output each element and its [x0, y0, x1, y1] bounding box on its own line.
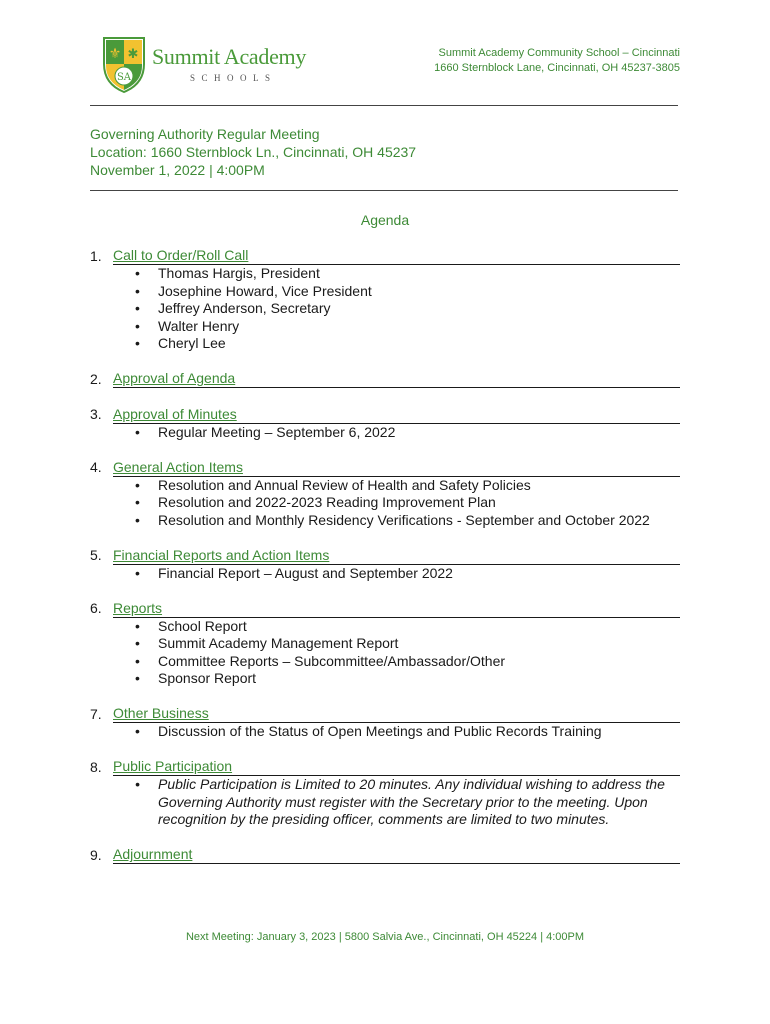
agenda-sub-list — [90, 723, 680, 741]
agenda-item — [90, 705, 680, 741]
agenda-item-number: 4. — [90, 459, 102, 475]
agenda-sub-item: • Regular Meeting – September 6, 2022 — [135, 424, 680, 442]
agenda-item — [90, 846, 680, 864]
logo-sub: SCHOOLS — [190, 73, 277, 83]
agenda-sub-item: • Public Participation is Limited to 20 minutes. Any individual wishing to address the Governing Authority must register with the Secretary prior to the meeting. Upon recognition by the presiding officer, comments are limited to two minutes. — [135, 776, 680, 829]
agenda-item-heading — [90, 247, 680, 265]
meeting-divider — [90, 190, 678, 191]
agenda-item-heading — [90, 705, 680, 723]
agenda-item-title: Adjournment — [113, 846, 680, 864]
header-divider — [90, 105, 678, 106]
agenda-item — [90, 247, 680, 353]
agenda-sub-item: • Resolution and Annual Review of Health and Safety Policies — [135, 477, 680, 495]
logo-name: Summit Academy — [152, 44, 307, 69]
school-address — [434, 46, 680, 76]
agenda-item — [90, 758, 680, 829]
agenda-item-title: General Action Items — [113, 459, 680, 477]
agenda-sub-item: • School Report — [135, 618, 680, 636]
agenda-item — [90, 547, 680, 583]
agenda-item-number: 1. — [90, 247, 102, 264]
svg-text:SA: SA — [116, 72, 132, 83]
agenda-sub-item: • Thomas Hargis, President — [135, 265, 680, 283]
agenda-sub-list — [90, 477, 680, 530]
agenda-item-heading — [90, 600, 680, 618]
agenda-sub-list — [90, 776, 680, 829]
address-line-2: 1660 Sternblock Lane, Cincinnati, OH 45237-3805 — [434, 62, 680, 74]
address-line-1: Summit Academy Community School – Cincinnati — [438, 47, 680, 59]
agenda-item-number: 7. — [90, 705, 102, 722]
agenda-item-number: 8. — [90, 758, 102, 775]
agenda-item-number: 3. — [90, 406, 102, 422]
agenda-sub-item: • Jeffrey Anderson, Secretary — [135, 300, 680, 318]
agenda-item-title: Public Participation — [113, 758, 680, 776]
crest-icon — [100, 34, 148, 94]
agenda-sub-list — [90, 424, 680, 442]
agenda-item-number: 9. — [90, 846, 102, 863]
agenda-sub-item: • Resolution and Monthly Residency Verifications - September and October 2022 — [135, 512, 680, 530]
agenda-sub-item: • Financial Report – August and September 2022 — [135, 565, 680, 583]
agenda-item — [90, 370, 680, 388]
agenda-sub-item: • Summit Academy Management Report — [135, 635, 680, 653]
svg-text:⚜: ⚜ — [108, 46, 122, 62]
next-meeting-footer: Next Meeting: January 3, 2023 | 5800 Salvia Ave., Cincinnati, OH 45224 | 4:00PM — [185, 931, 585, 943]
agenda-item-heading — [90, 406, 680, 424]
agenda-list — [90, 247, 680, 882]
agenda-item-title: Approval of Agenda — [113, 370, 680, 388]
agenda-item-number: 2. — [90, 370, 102, 387]
agenda-sub-item: • Cheryl Lee — [135, 335, 680, 353]
meeting-location: Location: 1660 Sternblock Ln., Cincinnati, OH 45237 — [90, 144, 417, 160]
agenda-item-title: Reports — [113, 600, 680, 618]
agenda-item-heading — [90, 846, 680, 864]
agenda-item-title: Financial Reports and Action Items — [113, 547, 680, 565]
agenda-item — [90, 406, 680, 442]
agenda-item — [90, 600, 680, 688]
agenda-sub-item: • Discussion of the Status of Open Meetings and Public Records Training — [135, 723, 680, 741]
agenda-item-heading — [90, 459, 680, 477]
agenda-item-title: Call to Order/Roll Call — [113, 247, 680, 265]
agenda-sub-item: • Walter Henry — [135, 318, 680, 336]
svg-text:✱: ✱ — [127, 47, 139, 62]
agenda-sub-item: • Josephine Howard, Vice President — [135, 283, 680, 301]
agenda-sub-item: • Resolution and 2022-2023 Reading Improvement Plan — [135, 494, 680, 512]
agenda-item-number: 5. — [90, 547, 102, 563]
agenda-item — [90, 459, 680, 530]
agenda-item-title: Other Business — [113, 705, 680, 723]
agenda-item-heading — [90, 758, 680, 776]
agenda-title: Agenda — [360, 212, 410, 228]
agenda-sub-list — [90, 265, 680, 353]
school-logo — [100, 34, 310, 94]
meeting-info — [90, 125, 416, 179]
agenda-item-title: Approval of Minutes — [113, 406, 680, 424]
meeting-datetime: November 1, 2022 | 4:00PM — [90, 162, 265, 178]
agenda-sub-list — [90, 618, 680, 688]
meeting-title: Governing Authority Regular Meeting — [90, 126, 320, 142]
agenda-sub-item: • Committee Reports – Subcommittee/Ambassador/Other — [135, 653, 680, 671]
agenda-sub-item: • Sponsor Report — [135, 670, 680, 688]
agenda-item-number: 6. — [90, 600, 102, 616]
agenda-item-heading — [90, 370, 680, 388]
agenda-item-heading — [90, 547, 680, 565]
agenda-sub-list — [90, 565, 680, 583]
